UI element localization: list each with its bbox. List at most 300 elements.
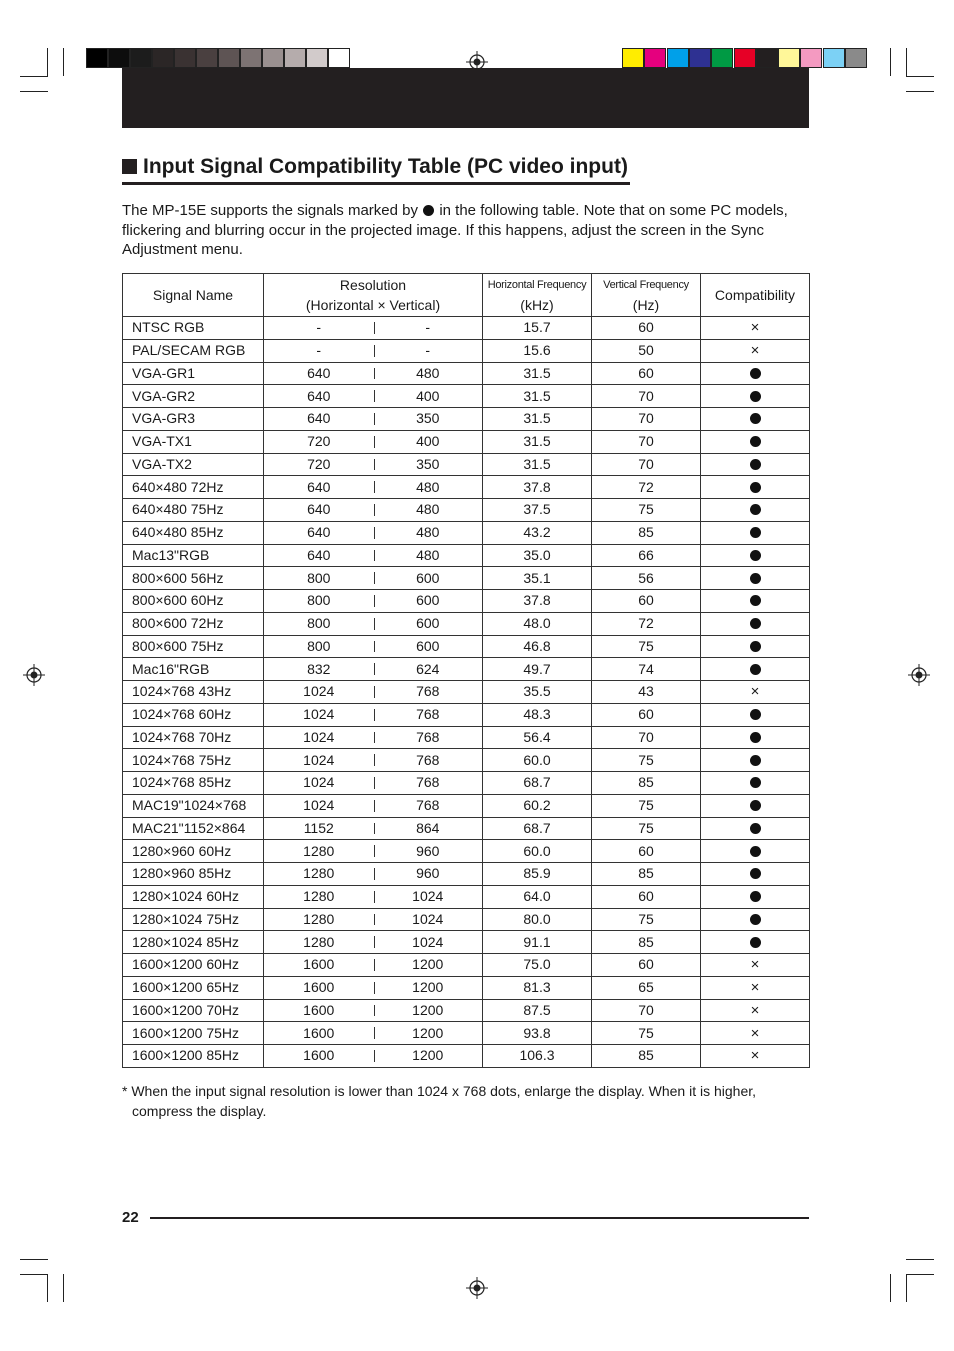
horizontal-frequency-cell: 93.8: [483, 1022, 592, 1045]
table-row: [123, 908, 810, 931]
vertical-resolution-cell: 600: [374, 567, 483, 590]
horizontal-resolution-cell: 1024: [264, 749, 374, 772]
horizontal-frequency-cell: 31.5: [483, 362, 592, 385]
compatibility-cell: [701, 567, 810, 590]
page-number: 22: [122, 1209, 139, 1226]
vertical-frequency-cell: 72: [592, 476, 701, 499]
horizontal-resolution-cell: 1600: [264, 1022, 374, 1045]
horizontal-resolution-cell: 640: [264, 544, 374, 567]
vertical-frequency-cell: 85: [592, 1045, 701, 1068]
compatibility-cell: [701, 817, 810, 840]
signal-name-cell: 800×600 56Hz: [123, 567, 264, 590]
header-resolution-line1: Resolution: [339, 277, 407, 293]
signal-name-cell: 1600×1200 75Hz: [123, 1022, 264, 1045]
compatibility-cell: [701, 317, 810, 340]
gray-swatch: [130, 48, 152, 68]
vertical-resolution-cell: 1024: [374, 931, 483, 954]
signal-name-cell: 1024×768 70Hz: [123, 726, 264, 749]
horizontal-resolution-cell: 720: [264, 453, 374, 476]
signal-name-cell: 1024×768 85Hz: [123, 772, 264, 795]
vertical-resolution-cell: 600: [374, 590, 483, 613]
supported-dot-icon: [750, 846, 761, 857]
footnote-line2: compress the display.: [132, 1103, 267, 1119]
compatibility-cell: [701, 1045, 810, 1068]
horizontal-frequency-cell: 60.0: [483, 840, 592, 863]
horizontal-resolution-cell: 640: [264, 408, 374, 431]
vertical-frequency-cell: 43: [592, 681, 701, 704]
unsupported-x-icon: ×: [750, 319, 760, 337]
compatibility-cell: [701, 453, 810, 476]
compatibility-cell: [701, 430, 810, 453]
vertical-frequency-cell: 75: [592, 1022, 701, 1045]
horizontal-resolution-cell: 800: [264, 590, 374, 613]
vertical-resolution-cell: 768: [374, 703, 483, 726]
vertical-frequency-cell: 60: [592, 362, 701, 385]
table-row: [123, 794, 810, 817]
table-row: [123, 385, 810, 408]
table-row: [123, 567, 810, 590]
header-resolution: [264, 274, 483, 317]
compatibility-cell: [701, 362, 810, 385]
gray-swatch: [196, 48, 218, 68]
supported-dot-icon: [750, 527, 761, 538]
vertical-frequency-cell: 75: [592, 794, 701, 817]
horizontal-frequency-cell: 60.2: [483, 794, 592, 817]
table-body: [123, 317, 810, 1068]
vertical-resolution-cell: 864: [374, 817, 483, 840]
horizontal-resolution-cell: 1280: [264, 931, 374, 954]
table-row: [123, 453, 810, 476]
supported-dot-icon: [423, 205, 434, 216]
horizontal-resolution-cell: 1600: [264, 1045, 374, 1068]
table-row: [123, 590, 810, 613]
horizontal-frequency-cell: 85.9: [483, 863, 592, 886]
signal-name-cell: 1600×1200 70Hz: [123, 999, 264, 1022]
compatibility-cell: [701, 703, 810, 726]
header-horizontal-frequency: [483, 274, 592, 317]
horizontal-frequency-cell: 49.7: [483, 658, 592, 681]
horizontal-frequency-cell: 37.5: [483, 499, 592, 522]
horizontal-frequency-cell: 43.2: [483, 521, 592, 544]
compatibility-cell: [701, 499, 810, 522]
vertical-frequency-cell: 75: [592, 749, 701, 772]
vertical-resolution-cell: 1200: [374, 1045, 483, 1068]
header-vfreq-line2: (Hz): [632, 297, 660, 313]
signal-name-cell: NTSC RGB: [123, 317, 264, 340]
vertical-frequency-cell: 70: [592, 726, 701, 749]
vertical-resolution-cell: 960: [374, 863, 483, 886]
supported-dot-icon: [750, 823, 761, 834]
table-row: [123, 1045, 810, 1068]
horizontal-frequency-cell: 31.5: [483, 430, 592, 453]
horizontal-frequency-cell: 31.5: [483, 408, 592, 431]
signal-name-cell: 1024×768 60Hz: [123, 703, 264, 726]
horizontal-frequency-cell: 37.8: [483, 590, 592, 613]
table-row: [123, 658, 810, 681]
footnote-line1: * When the input signal resolution is lower than 1024 x 768 dots, enlarge the display. When it is higher,: [122, 1083, 757, 1099]
signal-name-cell: 1600×1200 65Hz: [123, 976, 264, 999]
horizontal-resolution-cell: -: [264, 339, 374, 362]
vertical-frequency-cell: 65: [592, 976, 701, 999]
compatibility-cell: [701, 408, 810, 431]
compatibility-cell: [701, 863, 810, 886]
table-row: [123, 976, 810, 999]
table-row: [123, 362, 810, 385]
unsupported-x-icon: ×: [750, 1001, 760, 1019]
horizontal-resolution-cell: 640: [264, 385, 374, 408]
vertical-resolution-cell: 1200: [374, 954, 483, 977]
horizontal-resolution-cell: 1600: [264, 954, 374, 977]
compatibility-cell: [701, 635, 810, 658]
gray-swatch: [152, 48, 174, 68]
signal-name-cell: 640×480 72Hz: [123, 476, 264, 499]
table-row: [123, 954, 810, 977]
table-row: [123, 726, 810, 749]
signal-name-cell: 1024×768 43Hz: [123, 681, 264, 704]
gray-swatch: [306, 48, 328, 68]
vertical-frequency-cell: 72: [592, 612, 701, 635]
vertical-resolution-cell: 480: [374, 544, 483, 567]
supported-dot-icon: [750, 391, 761, 402]
vertical-resolution-cell: 480: [374, 362, 483, 385]
horizontal-frequency-cell: 56.4: [483, 726, 592, 749]
horizontal-resolution-cell: 800: [264, 612, 374, 635]
gray-swatch: [328, 48, 350, 68]
table-row: [123, 544, 810, 567]
vertical-frequency-cell: 60: [592, 885, 701, 908]
vertical-resolution-cell: 480: [374, 521, 483, 544]
horizontal-frequency-cell: 87.5: [483, 999, 592, 1022]
compatibility-cell: [701, 681, 810, 704]
vertical-frequency-cell: 70: [592, 453, 701, 476]
vertical-frequency-cell: 70: [592, 385, 701, 408]
vertical-frequency-cell: 60: [592, 703, 701, 726]
horizontal-resolution-cell: 1024: [264, 726, 374, 749]
horizontal-frequency-cell: 81.3: [483, 976, 592, 999]
supported-dot-icon: [750, 550, 761, 561]
compatibility-table: [122, 273, 810, 1068]
vertical-frequency-cell: 75: [592, 499, 701, 522]
horizontal-resolution-cell: 832: [264, 658, 374, 681]
signal-name-cell: 640×480 85Hz: [123, 521, 264, 544]
registration-mark-left-icon: [23, 664, 45, 686]
table-row: [123, 635, 810, 658]
gray-swatch: [284, 48, 306, 68]
horizontal-frequency-cell: 48.0: [483, 612, 592, 635]
compatibility-cell: [701, 954, 810, 977]
vertical-resolution-cell: 1200: [374, 976, 483, 999]
horizontal-frequency-cell: 15.7: [483, 317, 592, 340]
supported-dot-icon: [750, 641, 761, 652]
gray-swatch: [240, 48, 262, 68]
process-swatch: [667, 48, 689, 68]
process-swatch: [622, 48, 644, 68]
horizontal-frequency-cell: 64.0: [483, 885, 592, 908]
horizontal-frequency-cell: 35.0: [483, 544, 592, 567]
horizontal-resolution-cell: 1024: [264, 681, 374, 704]
horizontal-frequency-cell: 46.8: [483, 635, 592, 658]
header-signal-name: Signal Name: [123, 274, 264, 317]
table-row: [123, 817, 810, 840]
supported-dot-icon: [750, 937, 761, 948]
horizontal-resolution-cell: 640: [264, 521, 374, 544]
footnote: [122, 1081, 812, 1121]
vertical-frequency-cell: 85: [592, 863, 701, 886]
table-row: [123, 863, 810, 886]
table-row: [123, 521, 810, 544]
supported-dot-icon: [750, 732, 761, 743]
header-hfreq-line2: (kHz): [520, 297, 554, 313]
vertical-frequency-cell: 50: [592, 339, 701, 362]
unsupported-x-icon: ×: [750, 683, 760, 701]
vertical-resolution-cell: 480: [374, 476, 483, 499]
supported-dot-icon: [750, 573, 761, 584]
square-bullet-icon: [122, 159, 137, 174]
signal-name-cell: 1280×1024 85Hz: [123, 931, 264, 954]
horizontal-frequency-cell: 68.7: [483, 772, 592, 795]
gray-swatch: [86, 48, 108, 68]
signal-name-cell: 800×600 75Hz: [123, 635, 264, 658]
signal-name-cell: PAL/SECAM RGB: [123, 339, 264, 362]
vertical-resolution-cell: 480: [374, 499, 483, 522]
compatibility-cell: [701, 590, 810, 613]
vertical-frequency-cell: 75: [592, 635, 701, 658]
signal-name-cell: 1280×960 85Hz: [123, 863, 264, 886]
horizontal-resolution-cell: 1024: [264, 794, 374, 817]
horizontal-resolution-cell: 1280: [264, 908, 374, 931]
compatibility-cell: [701, 794, 810, 817]
table-row: [123, 612, 810, 635]
signal-name-cell: 800×600 60Hz: [123, 590, 264, 613]
horizontal-frequency-cell: 35.5: [483, 681, 592, 704]
compatibility-cell: [701, 749, 810, 772]
table-row: [123, 1022, 810, 1045]
vertical-resolution-cell: 960: [374, 840, 483, 863]
horizontal-resolution-cell: 1600: [264, 999, 374, 1022]
signal-name-cell: 800×600 72Hz: [123, 612, 264, 635]
compatibility-cell: [701, 976, 810, 999]
table-row: [123, 339, 810, 362]
header-vertical-frequency: [592, 274, 701, 317]
signal-name-cell: 1600×1200 85Hz: [123, 1045, 264, 1068]
signal-name-cell: VGA-TX2: [123, 453, 264, 476]
compatibility-cell: [701, 544, 810, 567]
gray-swatch: [262, 48, 284, 68]
vertical-frequency-cell: 75: [592, 908, 701, 931]
unsupported-x-icon: ×: [750, 1024, 760, 1042]
supported-dot-icon: [750, 709, 761, 720]
vertical-resolution-cell: 400: [374, 385, 483, 408]
compatibility-cell: [701, 885, 810, 908]
compatibility-cell: [701, 840, 810, 863]
vertical-frequency-cell: 74: [592, 658, 701, 681]
vertical-resolution-cell: 624: [374, 658, 483, 681]
gray-swatch: [218, 48, 240, 68]
signal-name-cell: MAC19"1024×768: [123, 794, 264, 817]
process-swatch: [689, 48, 711, 68]
horizontal-resolution-cell: 640: [264, 362, 374, 385]
vertical-resolution-cell: 768: [374, 794, 483, 817]
signal-name-cell: Mac16"RGB: [123, 658, 264, 681]
horizontal-frequency-cell: 37.8: [483, 476, 592, 499]
process-swatch: [845, 48, 867, 68]
process-swatch: [756, 48, 778, 68]
compatibility-cell: [701, 908, 810, 931]
table-row: [123, 681, 810, 704]
table-row: [123, 931, 810, 954]
compatibility-cell: [701, 658, 810, 681]
header-compatibility: Compatibility: [701, 274, 810, 317]
table-header-row: [123, 274, 810, 317]
supported-dot-icon: [750, 504, 761, 515]
vertical-resolution-cell: 768: [374, 681, 483, 704]
vertical-frequency-cell: 60: [592, 954, 701, 977]
horizontal-frequency-cell: 106.3: [483, 1045, 592, 1068]
table-row: [123, 499, 810, 522]
horizontal-resolution-cell: 640: [264, 499, 374, 522]
vertical-frequency-cell: 60: [592, 590, 701, 613]
intro-text-before: The MP-15E supports the signals marked by: [122, 202, 418, 219]
vertical-frequency-cell: 70: [592, 408, 701, 431]
supported-dot-icon: [750, 800, 761, 811]
horizontal-resolution-cell: -: [264, 317, 374, 340]
horizontal-frequency-cell: 80.0: [483, 908, 592, 931]
horizontal-frequency-cell: 31.5: [483, 385, 592, 408]
vertical-resolution-cell: 768: [374, 749, 483, 772]
horizontal-frequency-cell: 48.3: [483, 703, 592, 726]
supported-dot-icon: [750, 368, 761, 379]
signal-name-cell: VGA-GR2: [123, 385, 264, 408]
vertical-resolution-cell: 350: [374, 408, 483, 431]
signal-name-cell: VGA-GR3: [123, 408, 264, 431]
horizontal-frequency-cell: 91.1: [483, 931, 592, 954]
vertical-frequency-cell: 66: [592, 544, 701, 567]
header-vfreq-line1: Vertical Frequency: [603, 279, 689, 291]
table-row: [123, 317, 810, 340]
compatibility-cell: [701, 772, 810, 795]
signal-name-cell: Mac13"RGB: [123, 544, 264, 567]
table-row: [123, 999, 810, 1022]
table-row: [123, 772, 810, 795]
compatibility-cell: [701, 726, 810, 749]
vertical-resolution-cell: 768: [374, 726, 483, 749]
horizontal-resolution-cell: 1280: [264, 885, 374, 908]
table-row: [123, 749, 810, 772]
horizontal-frequency-cell: 75.0: [483, 954, 592, 977]
vertical-resolution-cell: 600: [374, 612, 483, 635]
vertical-frequency-cell: 70: [592, 430, 701, 453]
supported-dot-icon: [750, 595, 761, 606]
vertical-resolution-cell: 1024: [374, 908, 483, 931]
horizontal-resolution-cell: 800: [264, 567, 374, 590]
supported-dot-icon: [750, 459, 761, 470]
gray-swatch: [108, 48, 130, 68]
vertical-frequency-cell: 56: [592, 567, 701, 590]
vertical-frequency-cell: 85: [592, 772, 701, 795]
horizontal-resolution-cell: 1152: [264, 817, 374, 840]
unsupported-x-icon: ×: [750, 979, 760, 997]
compatibility-cell: [701, 476, 810, 499]
horizontal-frequency-cell: 31.5: [483, 453, 592, 476]
compatibility-cell: [701, 385, 810, 408]
intro-text-after: in the following table. Note that on some PC models, flickering and blurring occur in the projected image. If this happens, adjust the screen in the Sync Adjustment menu.: [122, 202, 788, 259]
registration-mark-right-icon: [908, 664, 930, 686]
horizontal-frequency-cell: 68.7: [483, 817, 592, 840]
header-resolution-line2: (Horizontal × Vertical): [305, 297, 441, 313]
compatibility-cell: [701, 339, 810, 362]
table-row: [123, 408, 810, 431]
section-title-text: Input Signal Compatibility Table (PC video input): [143, 155, 628, 178]
horizontal-resolution-cell: 1024: [264, 772, 374, 795]
vertical-frequency-cell: 85: [592, 931, 701, 954]
unsupported-x-icon: ×: [750, 342, 760, 360]
supported-dot-icon: [750, 868, 761, 879]
vertical-frequency-cell: 60: [592, 840, 701, 863]
vertical-resolution-cell: 768: [374, 772, 483, 795]
vertical-resolution-cell: 350: [374, 453, 483, 476]
process-swatch: [711, 48, 733, 68]
process-swatch: [823, 48, 845, 68]
horizontal-frequency-cell: 15.6: [483, 339, 592, 362]
supported-dot-icon: [750, 618, 761, 629]
supported-dot-icon: [750, 436, 761, 447]
horizontal-resolution-cell: 1280: [264, 840, 374, 863]
horizontal-resolution-cell: 720: [264, 430, 374, 453]
registration-mark-bottom-icon: [466, 1277, 488, 1299]
vertical-resolution-cell: 1200: [374, 1022, 483, 1045]
compatibility-cell: [701, 612, 810, 635]
compatibility-cell: [701, 999, 810, 1022]
supported-dot-icon: [750, 482, 761, 493]
horizontal-resolution-cell: 1024: [264, 703, 374, 726]
supported-dot-icon: [750, 755, 761, 766]
vertical-resolution-cell: 400: [374, 430, 483, 453]
unsupported-x-icon: ×: [750, 956, 760, 974]
table-row: [123, 840, 810, 863]
supported-dot-icon: [750, 914, 761, 925]
horizontal-frequency-cell: 60.0: [483, 749, 592, 772]
horizontal-resolution-cell: 640: [264, 476, 374, 499]
signal-name-cell: VGA-TX1: [123, 430, 264, 453]
supported-dot-icon: [750, 413, 761, 424]
process-swatch: [800, 48, 822, 68]
vertical-resolution-cell: -: [374, 317, 483, 340]
table-row: [123, 476, 810, 499]
signal-name-cell: VGA-GR1: [123, 362, 264, 385]
header-hfreq-line1: Horizontal Frequency: [487, 279, 587, 291]
vertical-resolution-cell: 1200: [374, 999, 483, 1022]
signal-name-cell: 1600×1200 60Hz: [123, 954, 264, 977]
signal-name-cell: 1024×768 75Hz: [123, 749, 264, 772]
vertical-frequency-cell: 70: [592, 999, 701, 1022]
vertical-frequency-cell: 85: [592, 521, 701, 544]
table-row: [123, 430, 810, 453]
horizontal-resolution-cell: 1600: [264, 976, 374, 999]
signal-name-cell: 1280×1024 60Hz: [123, 885, 264, 908]
process-swatch: [778, 48, 800, 68]
intro-paragraph: [122, 201, 812, 260]
signal-name-cell: 1280×1024 75Hz: [123, 908, 264, 931]
process-swatch: [734, 48, 756, 68]
table-row: [123, 703, 810, 726]
footer-rule: [150, 1217, 809, 1219]
signal-name-cell: 1280×960 60Hz: [123, 840, 264, 863]
horizontal-resolution-cell: 1280: [264, 863, 374, 886]
compatibility-cell: [701, 1022, 810, 1045]
compatibility-cell: [701, 931, 810, 954]
vertical-resolution-cell: 600: [374, 635, 483, 658]
process-swatch: [644, 48, 666, 68]
